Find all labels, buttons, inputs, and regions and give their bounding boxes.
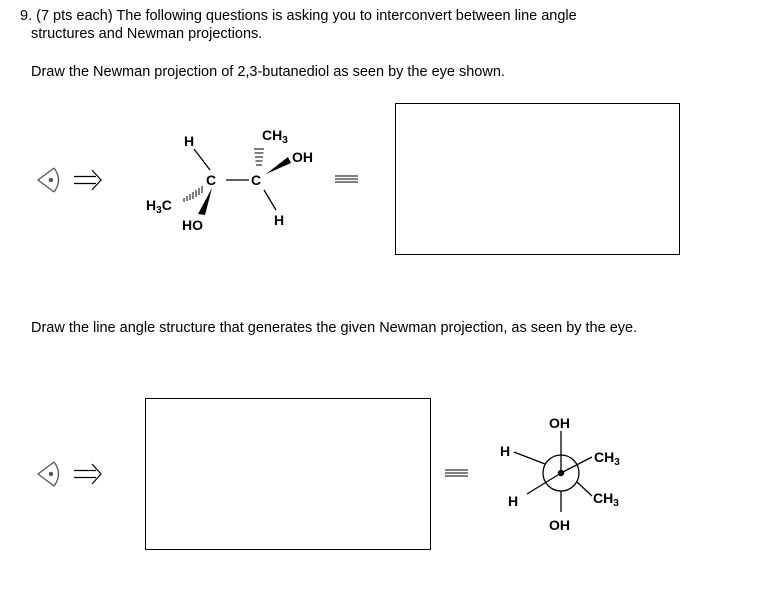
eye-icon (38, 462, 59, 486)
newman-h-left-top: H (500, 443, 511, 459)
newman-front-carbon-dot (558, 470, 564, 476)
question-line-2: structures and Newman projections. (31, 26, 263, 42)
newman-oh-top: OH (549, 415, 570, 431)
label-h-top: H (184, 133, 195, 149)
equivalence-icon (445, 470, 468, 476)
label-ho-bottom: HO (182, 217, 203, 233)
label-h3c-left: $H_3C$ (146, 197, 172, 216)
part1-instruction: Draw the Newman projection of 2,3-butanediol as seen by the eye shown. (31, 64, 505, 80)
label-oh-right: OH (292, 149, 313, 165)
double-arrow-icon (74, 464, 101, 484)
label-c-left: C (206, 172, 217, 188)
newman-projection (514, 431, 592, 512)
label-ch3-top: $CH_3$ (262, 127, 288, 146)
question-line-1: 9. (7 pts each) The following questions is asking you to interconvert between line angle (20, 8, 577, 24)
label-h-bottom: H (274, 212, 285, 228)
newman-ch3-right-bottom: $CH_3$ (593, 490, 619, 509)
newman-h-left-bottom: H (508, 493, 519, 509)
newman-ch3-right-top: $CH_3$ (594, 449, 620, 468)
newman-oh-bottom: OH (549, 517, 570, 533)
part2-instruction: Draw the line angle structure that generates the given Newman projection, as seen by the eye. (31, 320, 638, 336)
label-c-right: C (251, 172, 262, 188)
